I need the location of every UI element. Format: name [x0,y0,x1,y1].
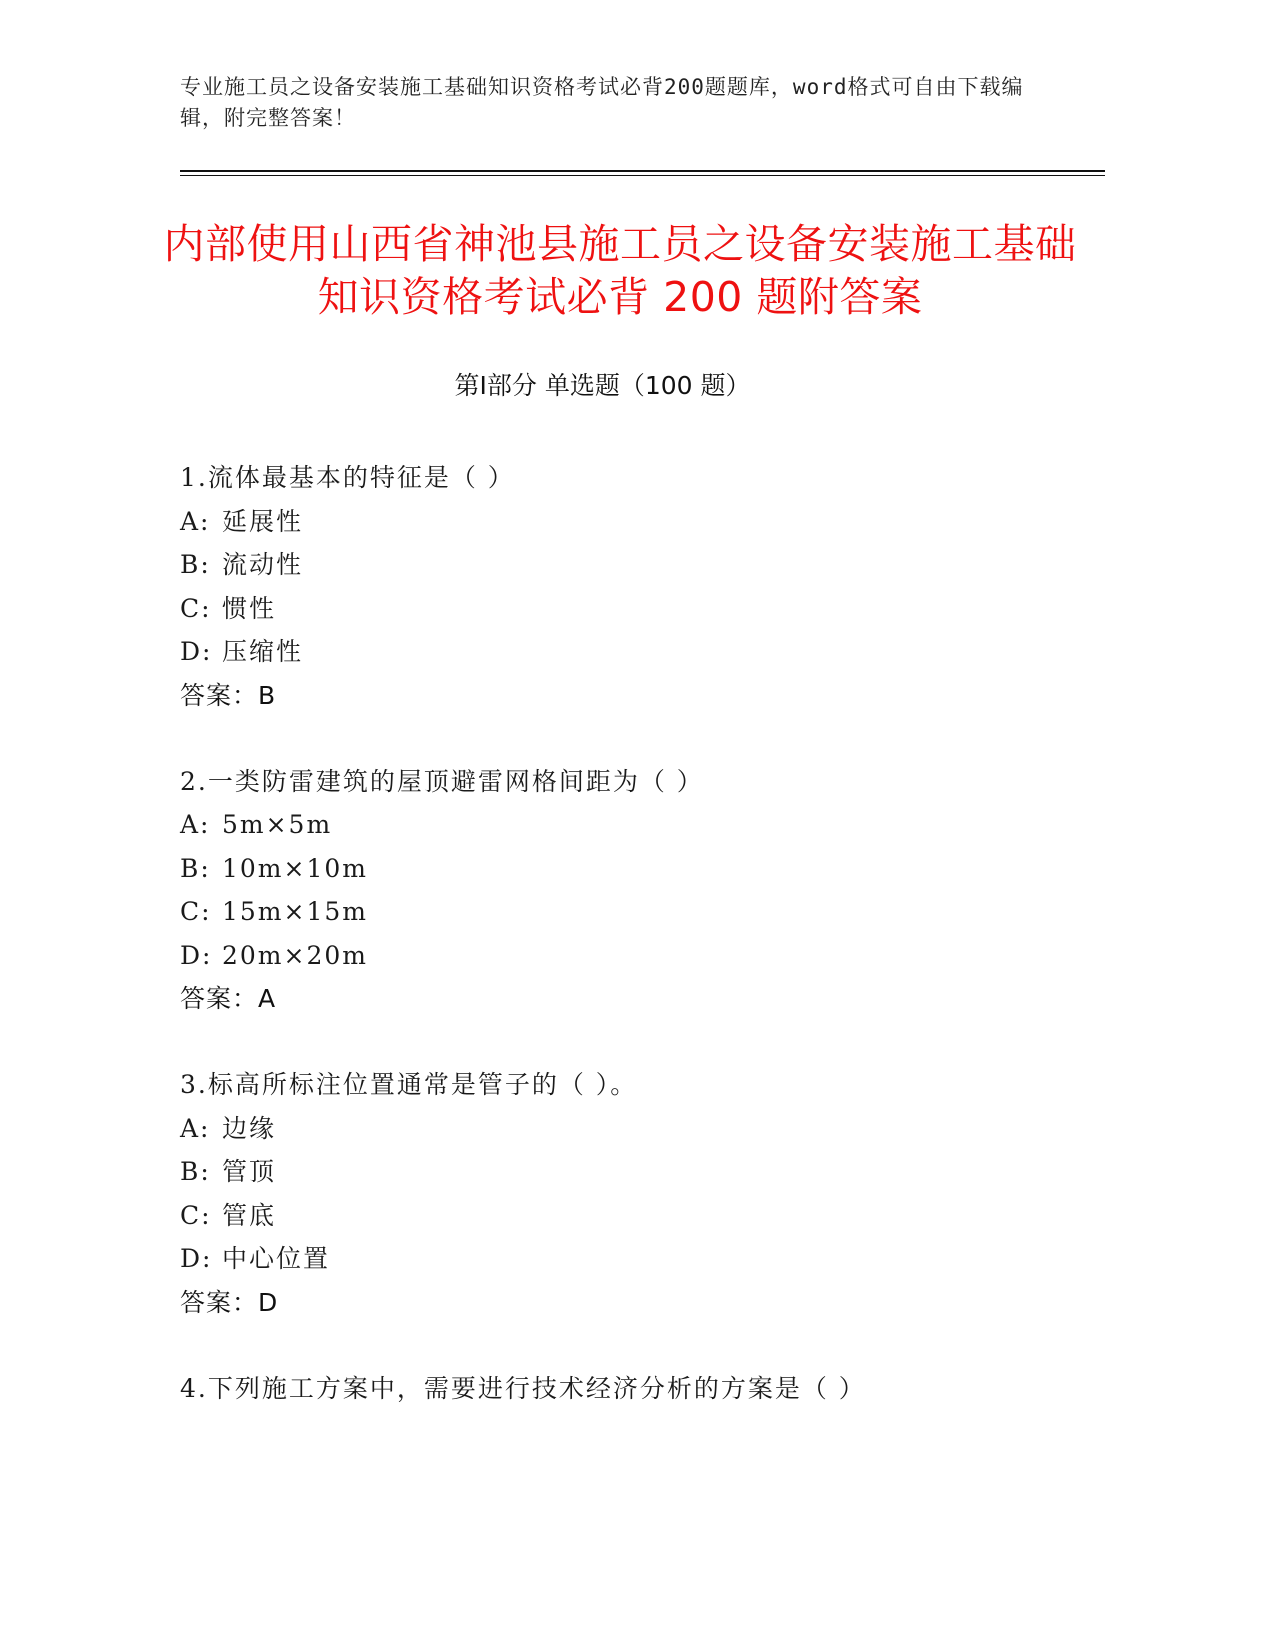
answer-value: A [258,984,276,1013]
option-text: 管底 [222,1200,277,1230]
question-stem: 1.流体最基本的特征是（ ） [180,463,515,492]
option-text: 中心位置 [222,1244,331,1273]
option-key: B: [180,1157,211,1186]
option-b [180,847,1110,891]
option-key: B: [180,853,211,883]
option-b [180,543,1110,587]
answer-line [180,977,1110,1021]
option-key: C: [180,1200,212,1230]
question-list [180,456,1110,1452]
option-text: 延展性 [222,506,304,536]
option-b [180,1150,1110,1194]
option-c [180,1194,1110,1238]
option-a [180,803,1110,847]
option-c [180,890,1110,934]
option-key: A: [180,506,211,536]
header-note: 专业施工员之设备安装施工基础知识资格考试必背200题题库，word格式可自由下载编辑，附完整答案！ [180,75,1024,130]
option-key: A: [180,810,211,839]
option-text: 流动性 [222,550,304,579]
question-stem: 4.下列施工方案中，需要进行技术经济分析的方案是（ ） [180,1373,866,1403]
option-text: 压缩性 [222,637,304,666]
answer-line [180,1281,1110,1325]
answer-label: 答案： [180,984,259,1013]
answer-line [180,674,1110,718]
option-text: 20m×20m [222,940,368,970]
option-text: 惯性 [222,593,277,623]
answer-value: B [258,680,276,710]
section-title: 第Ⅰ部分 单选题（100 题） [454,371,751,400]
answer-label: 答案： [180,680,259,710]
header-divider-thin [180,175,1105,176]
option-d [180,1237,1110,1281]
question-1 [180,456,1110,718]
question-2 [180,760,1110,1022]
option-a [180,1107,1110,1151]
option-c [180,587,1110,631]
question-3 [180,1063,1110,1325]
header-divider-thick [180,170,1105,172]
option-key: A: [180,1113,211,1143]
option-text: 15m×15m [222,897,368,926]
option-key: D: [180,637,213,666]
question-stem: 3.标高所标注位置通常是管子的（ ）。 [180,1070,638,1099]
option-key: C: [180,897,212,926]
option-text: 边缘 [222,1113,277,1143]
option-text: 5m×5m [222,810,333,839]
option-key: D: [180,1244,213,1273]
question-4 [180,1367,1110,1411]
option-text: 10m×10m [222,853,368,883]
option-key: C: [180,593,212,623]
option-key: D: [180,940,213,970]
option-d [180,630,1110,674]
option-key: B: [180,550,211,579]
option-text: 管顶 [222,1157,277,1186]
answer-value: D [258,1287,278,1317]
question-stem: 2.一类防雷建筑的屋顶避雷网格间距为（ ） [180,766,704,796]
document-title: 内部使用山西省神池县施工员之设备安装施工基础知识资格考试必背 200 题附答案 [163,220,1077,321]
answer-label: 答案： [180,1287,259,1317]
option-d [180,934,1110,978]
option-a [180,500,1110,544]
